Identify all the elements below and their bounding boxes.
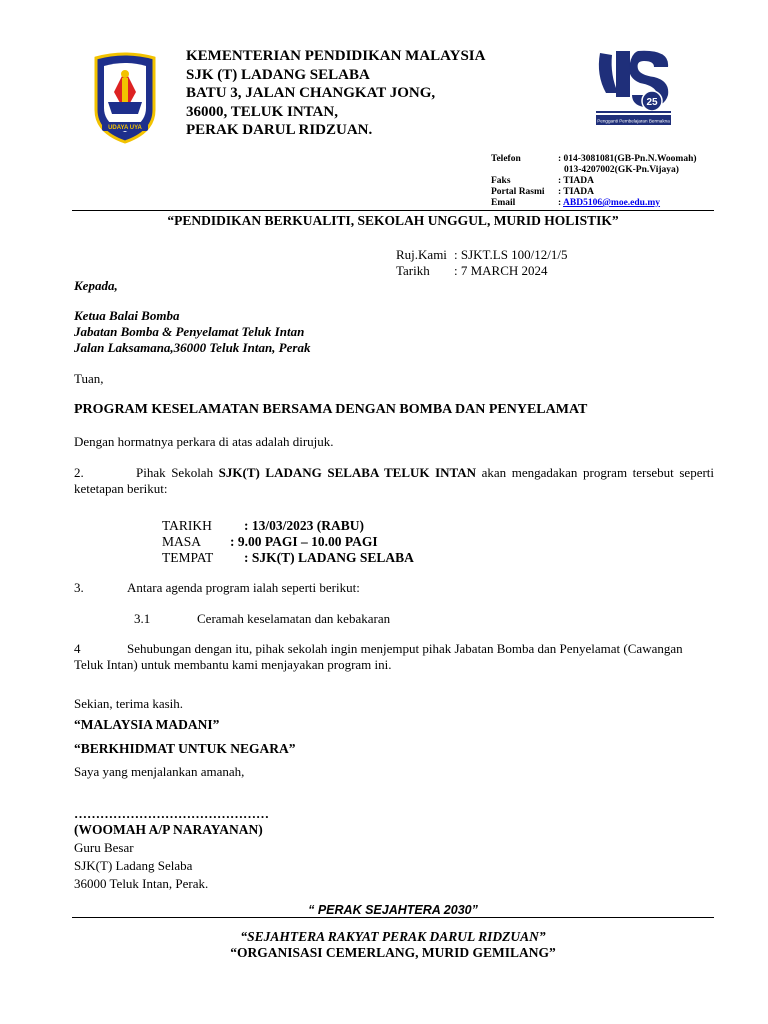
faks-label: Faks	[491, 176, 511, 186]
school-motto: “PENDIDIKAN BERKUALITI, SEKOLAH UNGGUL, MURID HOLISTIK”	[167, 213, 619, 228]
portal-label: Portal Rasmi	[491, 187, 545, 197]
para3-text: Antara agenda program ialah seperti berikut:	[127, 580, 360, 595]
para3-number: 3.	[74, 580, 84, 595]
letterhead-school: SJK (T) LADANG SELABA	[186, 66, 370, 83]
signatory-position: Guru Besar	[74, 840, 134, 855]
logo2-caption: Pengganti Pembelajaran Bermakna	[597, 118, 670, 124]
para2-number: 2.	[74, 465, 84, 480]
footer-perak-sejahtera: “ PERAK SEJAHTERA 2030”	[308, 903, 478, 917]
crest-banner-text: UDAYA UYA	[108, 125, 142, 131]
paragraph-2	[74, 465, 714, 497]
schedule-tarikh-label: TARIKH	[162, 518, 212, 533]
para2-school-name: SJK(T) LADANG SELABA TELUK INTAN	[218, 465, 477, 480]
ruj-value: : SJKT.LS 100/12/1/5	[454, 247, 568, 262]
svg-text:25: 25	[646, 97, 658, 108]
para4-number: 4	[74, 641, 81, 656]
para3-item-text: Ceramah keselamatan dan kebakaran	[197, 611, 391, 626]
salutation: Tuan,	[74, 371, 104, 386]
slogan-berkhidmat: “BERKHIDMAT UNTUK NEGARA”	[74, 741, 296, 756]
footer-line-3: “ORGANISASI CEMERLANG, MURID GEMILANG”	[230, 945, 556, 960]
footer-slogans	[72, 929, 714, 961]
tarikh-value: : 7 MARCH 2024	[454, 263, 548, 278]
letterhead-address-2: 36000, TELUK INTAN,	[186, 103, 338, 120]
tarikh-label: Tarikh	[396, 263, 430, 278]
schedule-tempat-label: TEMPAT	[162, 550, 214, 565]
para4-text: Sehubungan dengan itu, pihak sekolah ingin menjemput pihak Jabatan Bomba dan Penyelamat (Cawangan Teluk Intan) untuk membantu kami menjayakan program ini.	[74, 641, 683, 672]
paragraph-1: Dengan hormatnya perkara di atas adalah dirujuk.	[74, 434, 334, 449]
schedule-masa-value: : 9.00 PAGI – 10.00 PAGI	[230, 534, 378, 549]
footer-line-2: “SEJAHTERA RAKYAT PERAK DARUL RIDZUAN”	[240, 929, 546, 944]
ruj-label: Ruj.Kami	[396, 247, 447, 262]
recipient-line-1: Ketua Balai Bomba	[74, 308, 180, 323]
telefon-label: Telefon	[491, 154, 521, 164]
recipient-line-3: Jalan Laksamana,36000 Teluk Intan, Perak	[74, 340, 311, 355]
letterhead-address-3: PERAK DARUL RIDZUAN.	[186, 122, 373, 138]
email-separator: :	[558, 198, 562, 208]
letterhead-address-1: BATU 3, JALAN CHANGKAT JONG,	[186, 85, 436, 101]
signatory-name: (WOOMAH A/P NARAYANAN)	[74, 822, 263, 837]
email-link[interactable]: ABD5106@moe.edu.my	[563, 198, 661, 208]
footer-rule	[72, 917, 714, 918]
transformation-school-logo	[594, 45, 673, 127]
para2-pre: Pihak Sekolah	[136, 465, 219, 480]
school-crest-logo	[92, 52, 158, 144]
letterhead	[186, 47, 485, 140]
telefon-value: : 014-3081081(GB-Pn.N.Woomah)	[558, 154, 697, 164]
schedule-tarikh-value: : 13/03/2023 (RABU)	[244, 518, 364, 533]
schedule-tempat-value: : SJK(T) LADANG SELABA	[244, 550, 414, 565]
closing-sekian: Sekian, terima kasih.	[74, 696, 184, 711]
para2-post: akan mengadakan program tersebut seperti ketetapan berikut:	[74, 465, 715, 496]
signatory-address: 36000 Teluk Intan, Perak.	[74, 876, 209, 891]
telefon-value-2: 013-4207002(GK-Pn.Vijaya)	[564, 165, 679, 175]
letterhead-ministry: KEMENTERIAN PENDIDIKAN MALAYSIA	[186, 48, 486, 64]
signatory-school: SJK(T) Ladang Selaba	[74, 858, 193, 873]
closing-amanah: Saya yang menjalankan amanah,	[74, 764, 245, 779]
header-rule	[72, 210, 714, 211]
email-label: Email	[491, 198, 516, 208]
faks-value: : TIADA	[558, 176, 594, 186]
schedule-masa-label: MASA	[162, 534, 202, 549]
signature-line: ………………………………………	[74, 806, 269, 821]
portal-value: : TIADA	[558, 187, 594, 197]
slogan-malaysia-madani: “MALAYSIA MADANI”	[74, 717, 220, 732]
kepada-label: Kepada,	[74, 278, 118, 293]
para3-item-number: 3.1	[134, 611, 151, 626]
recipient-line-2: Jabatan Bomba & Penyelamat Teluk Intan	[74, 324, 305, 339]
paragraph-4	[74, 641, 714, 673]
letter-subject: PROGRAM KESELAMATAN BERSAMA DENGAN BOMBA DAN PENYELAMAT	[74, 402, 588, 417]
